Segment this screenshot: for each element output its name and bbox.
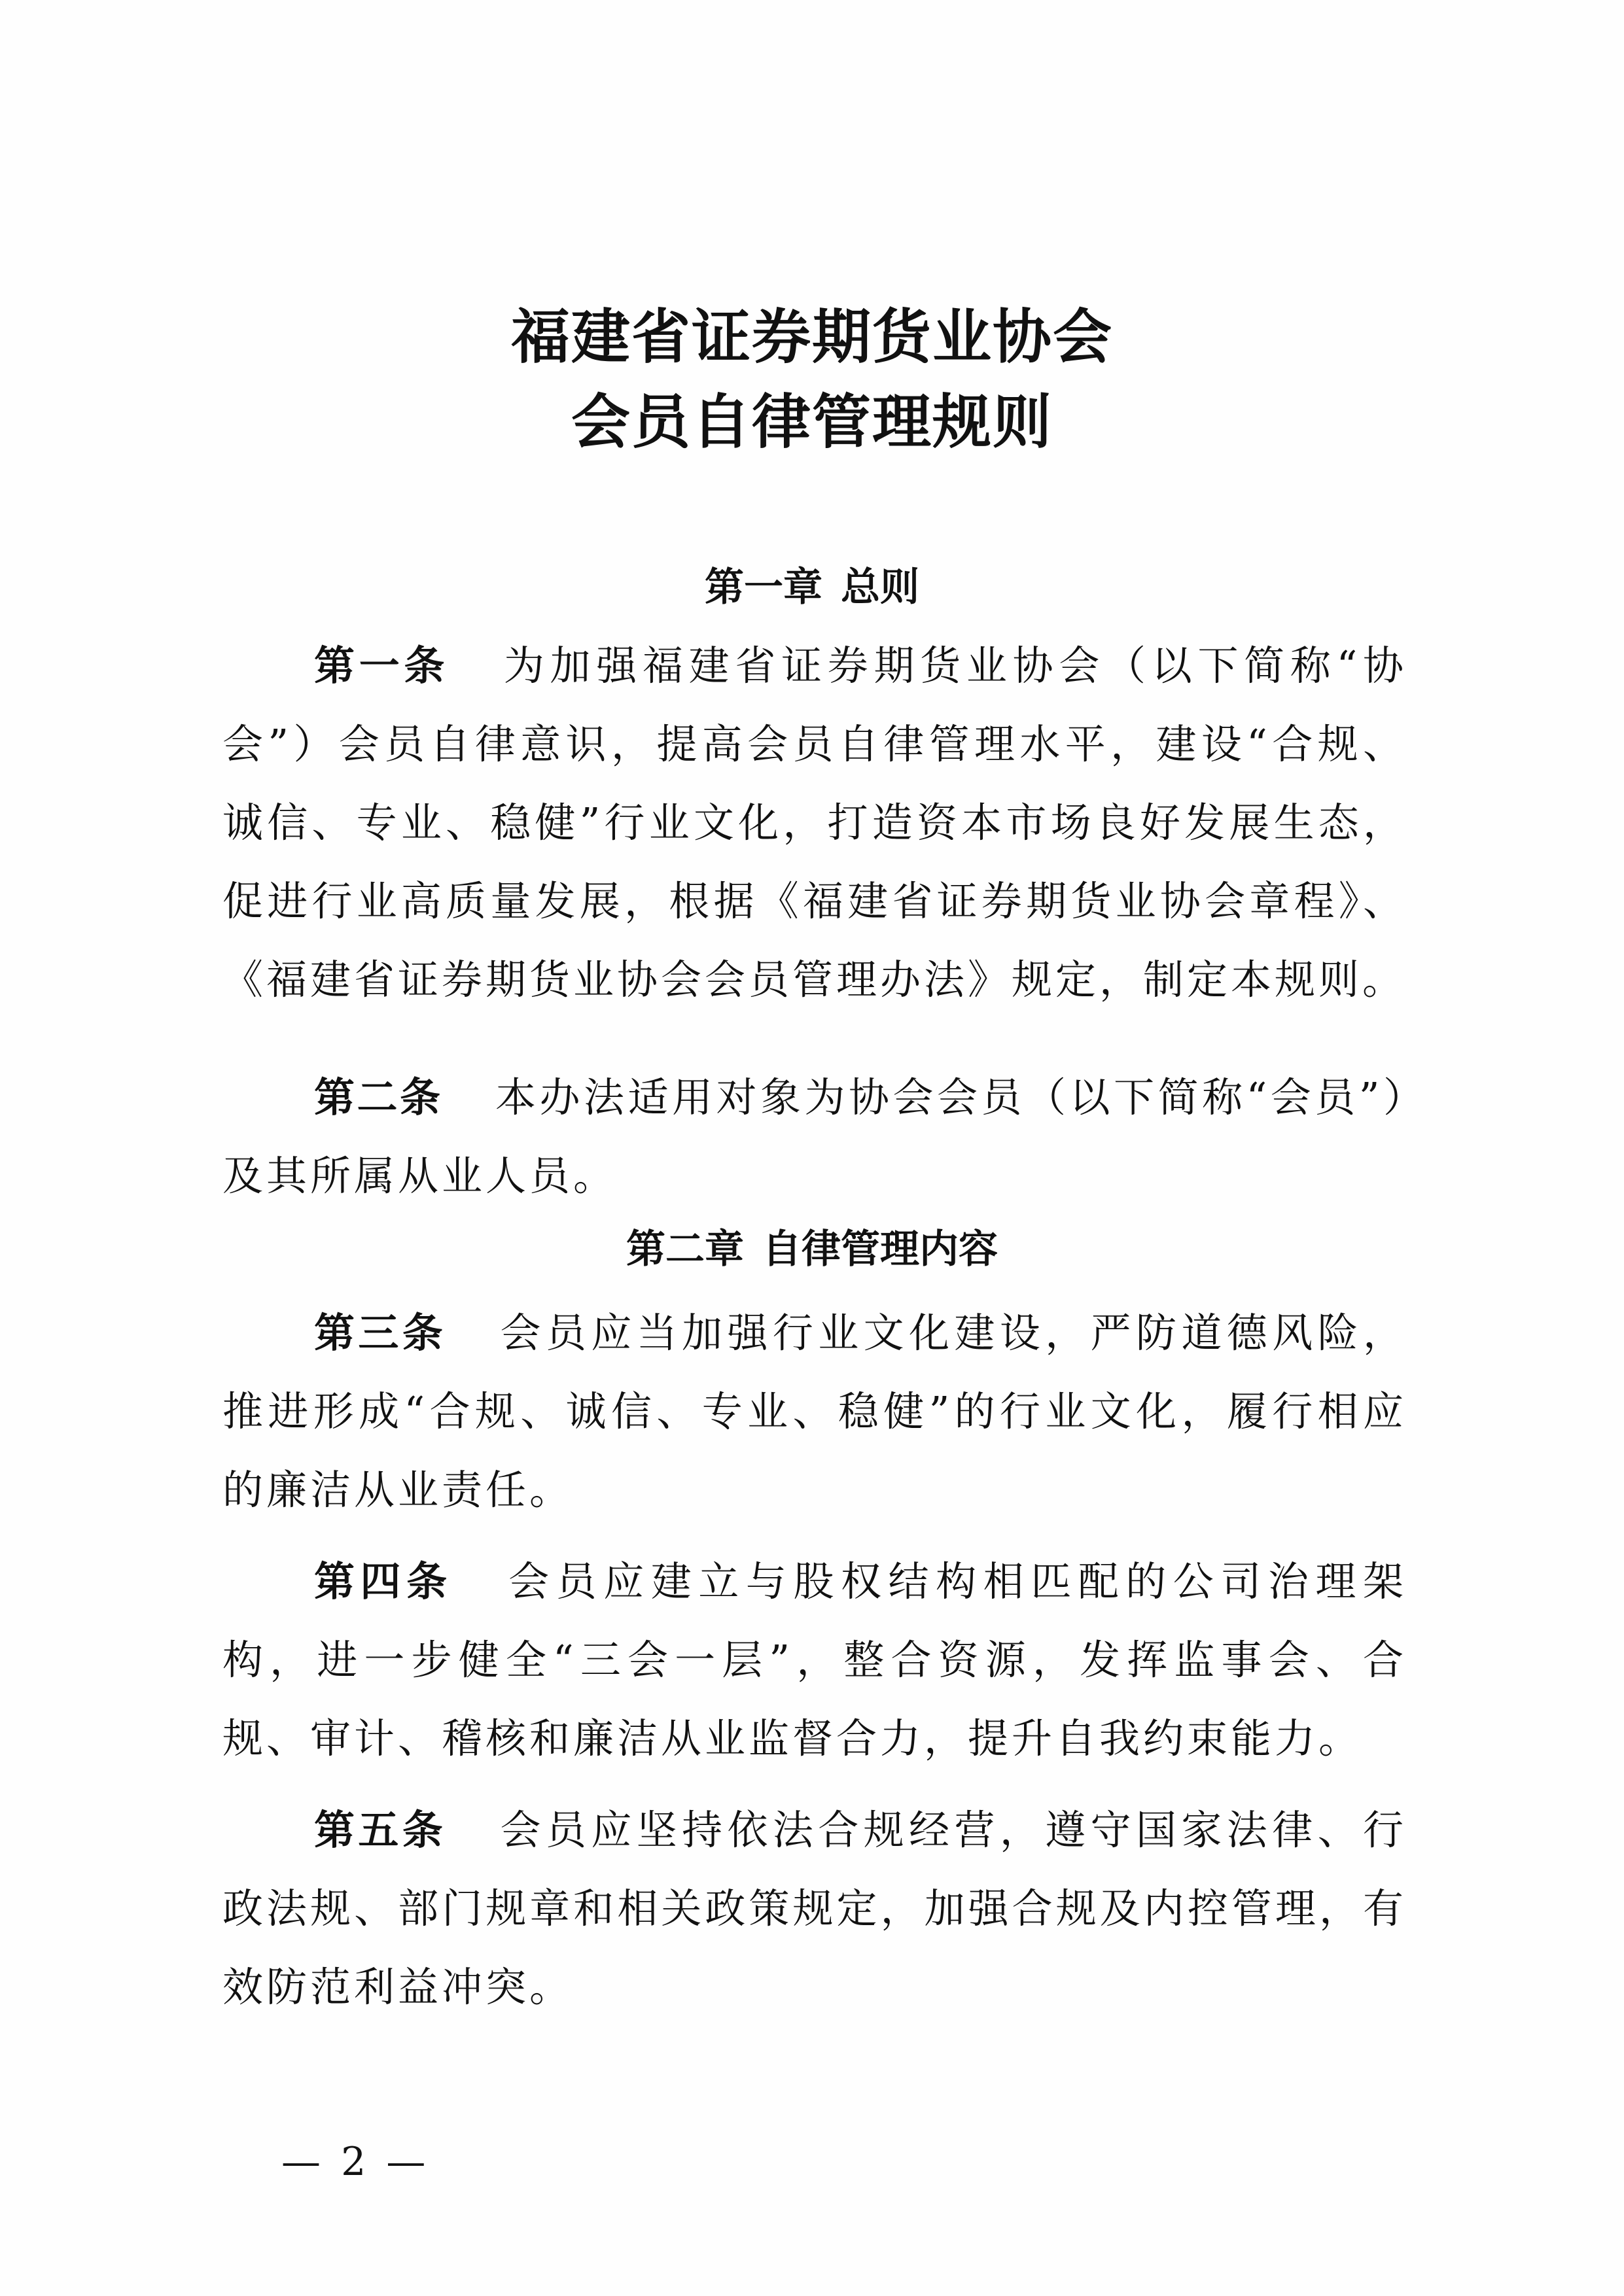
article-label: 第五条: [314, 1806, 447, 1854]
article-paragraph: [222, 1058, 1407, 1215]
chapter-number: 第二章: [626, 1226, 744, 1272]
document-title-line-2: 会员自律管理规则: [571, 387, 1053, 457]
article-paragraph: [222, 1791, 1407, 2026]
article-label: 第一条: [314, 642, 450, 689]
article-text: 会员应当加强行业文化建设，严防道德风险，推进形成“合规、诚信、专业、稳健”的行业文化，履行相应的廉洁从业责任。: [222, 1309, 1407, 1514]
article-text: 会员应坚持依法合规经营，遵守国家法律、行政法规、部门规章和相关政策规定，加强合规及内控管理，有效防范利益冲突。: [222, 1806, 1407, 2011]
article-label: 第二条: [314, 1073, 443, 1121]
page-number: — 2 —: [281, 2139, 430, 2185]
article-paragraph: [222, 627, 1407, 1019]
article-label: 第三条: [314, 1309, 447, 1357]
article-text: 为加强福建省证券期货业协会（以下简称“协会”）会员自律意识，提高会员自律管理水平，建设“合规、诚信、专业、稳健”行业文化，打造资本市场良好发展生态，促进行业高质量发展，根据《福建省证券期货业协会章程》、《福建省证券期货业协会会员管理办法》规定，制定本规则。: [222, 642, 1407, 1003]
article-paragraph: [222, 1542, 1407, 1778]
chapter-heading: [0, 561, 1624, 614]
article-paragraph: [222, 1294, 1407, 1529]
chapter-number: 第一章: [705, 565, 822, 610]
chapter-name: 总则: [841, 565, 919, 610]
article-text: 本办法适用对象为协会会员（以下简称“会员”）及其所属从业人员。: [222, 1073, 1407, 1200]
chapter-heading: [0, 1223, 1624, 1276]
chapter-name: 自律管理内容: [762, 1226, 998, 1272]
document-title-line-1: 福建省证券期货业协会: [511, 302, 1113, 372]
article-label: 第四条: [314, 1557, 453, 1605]
article-text: 会员应建立与股权结构相匹配的公司治理架构，进一步健全“三会一层”，整合资源，发挥监事会、合规、审计、稽核和廉洁从业监督合力，提升自我约束能力。: [222, 1557, 1407, 1762]
